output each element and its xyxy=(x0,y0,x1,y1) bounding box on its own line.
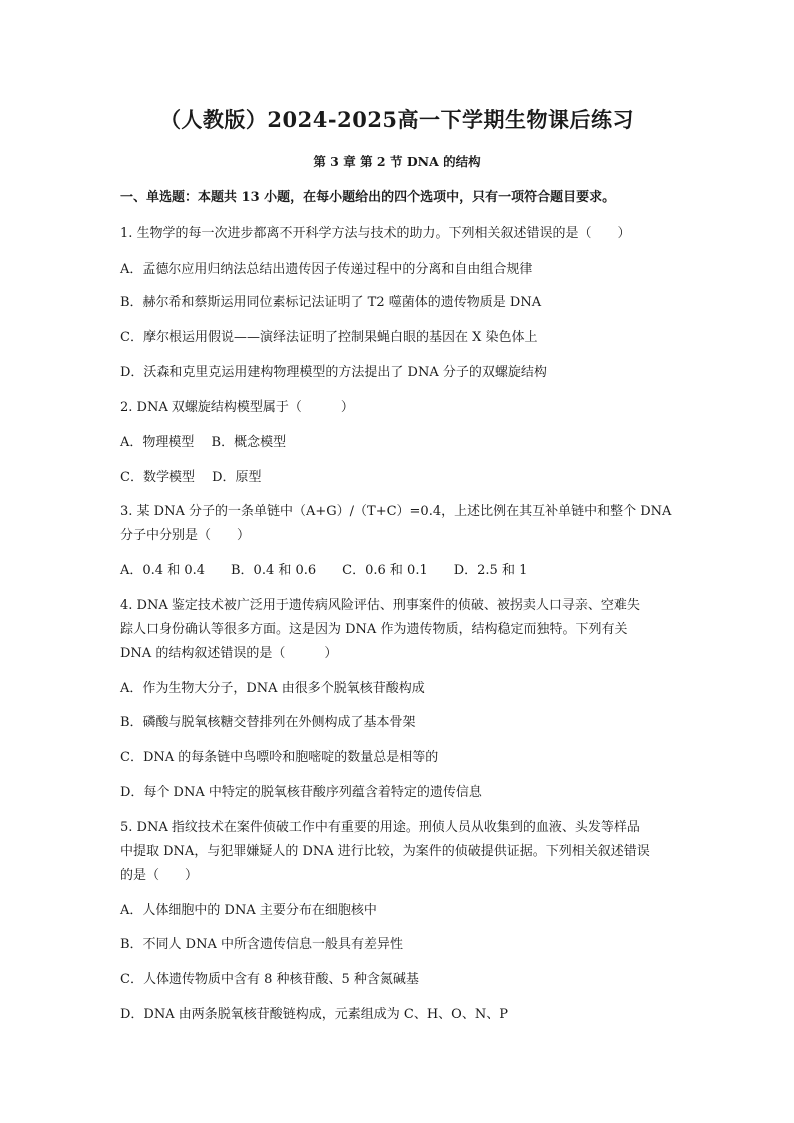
question-1-option-a: A．孟德尔应用归纳法总结出遗传因子传递过程中的分离和自由组合规律 xyxy=(120,262,533,277)
question-3-options: A．0.4 和 0.4 B．0.4 和 0.6 C．0.6 和 0.1 D．2.5 和 1 xyxy=(120,563,528,578)
question-4-option-b: B．磷酸与脱氧核糖交替排列在外侧构成了基本骨架 xyxy=(120,715,416,730)
question-2-options-ab: A．物理模型 B．概念模型 xyxy=(120,435,287,450)
question-4-stem-line-1: 4. DNA 鉴定技术被广泛用于遗传病风险评估、刑事案件的侦破、被拐卖人口寻亲、空难失 xyxy=(120,598,640,613)
question-4-option-a: A．作为生物大分子，DNA 由很多个脱氧核苷酸构成 xyxy=(120,681,425,696)
document-title: （人教版）2024-2025高一下学期生物课后练习 xyxy=(159,107,635,132)
question-5-option-c: C．人体遗传物质中含有 8 种核苷酸、5 种含氮碱基 xyxy=(120,972,419,987)
question-5-stem-line-2: 中提取 DNA，与犯罪嫌疑人的 DNA 进行比较，为案件的侦破提供证据。下列相关叙述错误 xyxy=(120,844,650,859)
question-1-option-c: C．摩尔根运用假说——演绎法证明了控制果蝇白眼的基因在 X 染色体上 xyxy=(120,330,538,345)
question-5-option-a: A．人体细胞中的 DNA 主要分布在细胞核中 xyxy=(120,903,377,918)
question-4-stem-line-2: 踪人口身份确认等很多方面。这是因为 DNA 作为遗传物质，结构稳定而独特。下列有关 xyxy=(120,622,628,637)
question-1-option-b: B．赫尔希和蔡斯运用同位素标记法证明了 T2 噬菌体的遗传物质是 DNA xyxy=(120,295,542,310)
section-heading: 一、单选题：本题共 13 小题，在每小题给出的四个选项中，只有一项符合题目要求。 xyxy=(120,190,616,205)
question-3-stem-line-1: 3. 某 DNA 分子的一条单链中（A+G）/（T+C）=0.4，上述比例在其互补单链中和整个 DNA xyxy=(120,504,672,519)
question-4-option-c: C．DNA 的每条链中鸟嘌呤和胞嘧啶的数量总是相等的 xyxy=(120,750,439,765)
question-5-option-b: B．不同人 DNA 中所含遗传信息一般具有差异性 xyxy=(120,937,404,952)
question-1-option-d: D．沃森和克里克运用建构物理模型的方法提出了 DNA 分子的双螺旋结构 xyxy=(120,365,547,380)
question-4-stem-line-3: DNA 的结构叙述错误的是（ ） xyxy=(120,646,338,661)
question-5-stem-line-1: 5. DNA 指纹技术在案件侦破工作中有重要的用途。刑侦人员从收集到的血液、头发等样品 xyxy=(120,820,640,835)
question-1-stem: 1. 生物学的每一次进步都离不开科学方法与技术的助力。下列相关叙述错误的是（ ） xyxy=(120,226,631,241)
question-5-stem-line-3: 的是（ ） xyxy=(120,868,199,883)
question-3-stem-line-2: 分子中分别是（ ） xyxy=(120,528,251,543)
question-4-option-d: D．每个 DNA 中特定的脱氧核苷酸序列蕴含着特定的遗传信息 xyxy=(120,785,482,800)
question-2-stem: 2. DNA 双螺旋结构模型属于（ ） xyxy=(120,400,354,415)
question-5-option-d: D．DNA 由两条脱氧核苷酸链构成，元素组成为 C、H、O、N、P xyxy=(120,1007,508,1022)
question-2-options-cd: C．数学模型 D．原型 xyxy=(120,470,262,485)
chapter-subtitle: 第 3 章 第 2 节 DNA 的结构 xyxy=(313,154,481,169)
